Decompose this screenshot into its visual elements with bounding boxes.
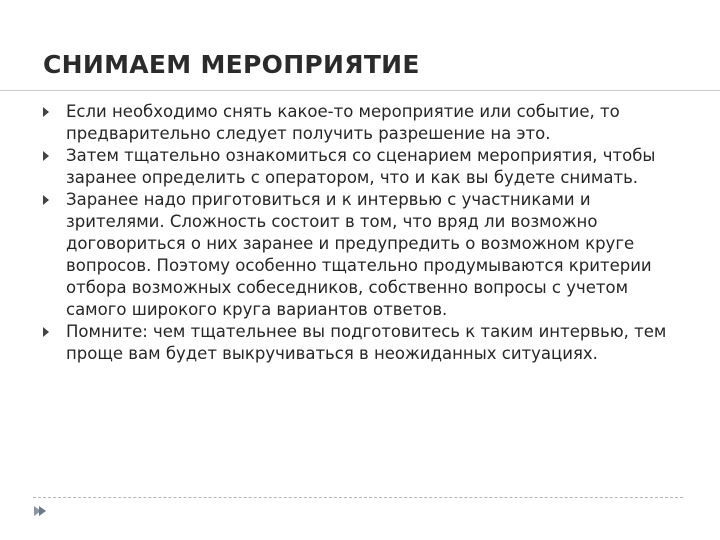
- footer-divider: [33, 497, 683, 498]
- triangle-bullet-icon: [43, 327, 49, 337]
- bullet-text: Помните: чем тщательнее вы подготовитесь к таким интервью, тем проще вам будет выкручиваться в неожиданных ситуациях.: [66, 322, 667, 363]
- triangle-bullet-icon: [43, 151, 49, 161]
- next-slide-arrow-icon[interactable]: [32, 503, 48, 519]
- bullet-item: [42, 145, 692, 189]
- bullet-item: [42, 189, 692, 321]
- slide-title: СНИМАЕМ МЕРОПРИЯТИЕ: [43, 50, 420, 79]
- triangle-bullet-icon: [43, 107, 49, 117]
- bullet-list: [42, 101, 692, 365]
- bullet-item: [42, 101, 692, 145]
- bullet-text: Если необходимо снять какое-то мероприятие или событие, то предварительно следует получить разрешение на это.: [66, 102, 620, 143]
- bullet-text: Затем тщательно ознакомиться со сценарием мероприятия, чтобы заранее определить с оператором, что и как вы будете снимать.: [66, 146, 656, 187]
- bullet-item: [42, 321, 692, 365]
- triangle-bullet-icon: [43, 195, 49, 205]
- title-bar: [0, 0, 720, 90]
- bullet-text: Заранее надо приготовиться и к интервью с участниками и зрителями. Сложность состоит в том, что вряд ли возможно договориться о них заранее и предупредить о возможном круге вопросов. Поэтому особенно тщательно продумываются критерии отбора возможных собеседников, собственно вопросы с учетом самого широкого круга вариантов ответов.: [66, 190, 652, 319]
- title-divider: [0, 90, 720, 91]
